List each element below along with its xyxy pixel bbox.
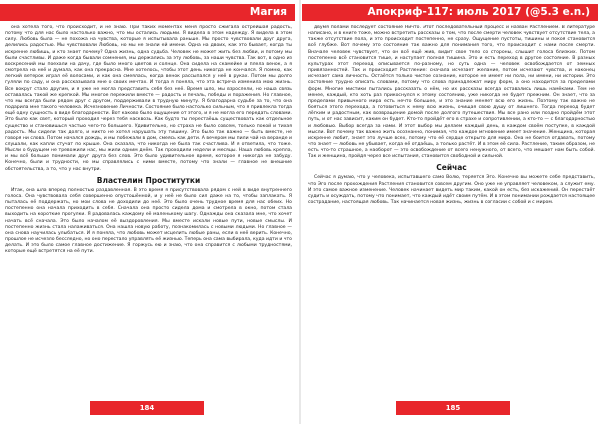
left-header-bar: [0, 4, 295, 21]
right-section-heading: Сейчас: [436, 163, 467, 173]
right-header-bar: [302, 4, 598, 21]
left-page: [0, 0, 298, 424]
left-footer: [90, 401, 204, 415]
left-page-number: 184: [139, 404, 155, 412]
right-page: [302, 0, 600, 424]
left-paragraph-bottom: Итак, она шла вперед полностью раздавленная. В это время я присутствовала рядом с ней в виде внутреннего голоса. Она чувствовала себя совершенно опустошённой, и у неё не было сил даже на то, чтобы заплакать. Я пыталась её поддержать, но мои слова не доходили до неё. Это было очень трудное время для нас обеих. Но постепенно она начала приходить в себя. Сначала она просто сидела дома и смотрела в окно, потом стала выходить на короткие прогулки. Я радовалась каждому её маленькому шагу. Однажды она сказала мне, что хочет начать всё сначала. Это было началом её выздоровления. Мы вместе искали новые пути, новые смыслы. И постепенно жизнь стала налаживаться. Она нашла новую работу, познакомилась с новыми людьми. Но главное — она снова научилась улыбаться. И я поняла, что любовь может исцелить любые раны, если в неё верить. Конечно, прошлое не исчезло бесследно, но оно перестало управлять её жизнью. Теперь она сама выбирала, куда идти и что делать. И это было самое главное достижение. Я горжусь ею и знаю, что она справится с любыми трудностями, которые ещё встретятся на её пути.: [5, 187, 292, 255]
left-section-heading: Властелин Проститутки: [96, 175, 201, 185]
left-header-title: Магия: [249, 6, 287, 18]
right-page-number: 185: [445, 404, 461, 412]
right-paragraph-bottom: Сейчас я думаю, что у человека, испытавшего само Волю, теряется Эго. Конечно вы можете себе представить, что Эго после прохождения Растления становится совсем другим. Оно уже не управляет человеком, а служит ему. И это самое важное изменение. Человек начинает видеть мир таким, какой он есть, без искажений. Он перестаёт судить и осуждать, потому что понимает, что каждый идёт своим путём. И в этом понимании рождается настоящее сострадание, настоящая любовь. Так начинается новая жизнь, жизнь в согласии с собой и с миром.: [308, 175, 595, 206]
left-body-text: [5, 25, 292, 390]
book-gutter: [299, 0, 301, 424]
right-paragraph-top: двумя полами последует состояние Ничто. Этот последовательный процесс и назван Растлением. В литературе написано, и в книге тоже, можно встретить рассказы о том, что после смерти человек чувствует отсутствие тела, а также отсутствие пола, и это происходит постепенно, не сразу. Ощущение пустоты, тишины и покоя становится всё глубже. Вот почему это состояние так важно для понимания того, что происходит с нами после смерти. Вначале человек чувствует, что он всё ещё жив, видит свое тело со стороны, слышит голоса близких. Потом постепенно всё становится тише, и наступает полная тишина. Это и есть переход в другое состояние. В разных культурах этот переход описывается по-разному, но суть одна — человек освобождается от земных привязанностей. Так и происходит Растление: сначала исчезает желание, потом исчезают чувства, и наконец исчезает сама личность. Остаётся только чистое сознание, которое не имеет ни пола, ни имени, ни истории. Это состояние трудно описать словами, потому что слова принадлежат миру форм, а оно находится за пределами форм. Многие мистики пытались рассказать о нём, но их рассказы всегда оставались лишь намёками. Тем не менее, каждый, кто хоть раз прикоснулся к этому состоянию, уже никогда не будет прежним. Он знает, что за пределами привычного мира есть нечто большее, и это знание меняет всю его жизнь. Поэтому так важно не бояться этого перехода, а готовиться к нему всю жизнь, очищая свою душу от лишнего. Тогда переход будет лёгким и радостным, как возвращение домой после долгого путешествия. Мы все рано или поздно пройдём этот путь, и от нас зависит, каким он будет. Кто-то пройдёт его в страхе и сопротивлении, а кто-то — с благодарностью и любовью. Выбор всегда за нами. И этот выбор мы делаем каждый день, в каждом своём поступке, в каждой мысли. Вот почему так важно жить осознанно, понимая, что каждое мгновение имеет значение. Женщина, которая искренне любит, знает это лучше всех, потому что её сердце открыто для мира. Она не боится отдавать, потому что знает — любовь не убывает, когда её отдаёшь, а только растёт. И в этом её сила. Растление, таким образом, не есть что-то страшное, а наоборот — это освобождение от всего ненужного, от всего, что мешает нам быть собой. Так и женщина, пройдя через все испытания, становится свободной и сильной.: [308, 25, 595, 160]
right-header-title: Апокриф-117: июль 2017 (@5.3 e.n.): [367, 6, 590, 18]
right-footer: [396, 401, 510, 415]
left-paragraph-top: она хотела того, что происходит, и не знаю. При таких моментах меня просто сжигала острейшая радость, потому что для нас было настолько важно, что мы остались людьми. Я видела в этом надежду. Я видела в этом силу. Любовь была — не похожа на чувства, которые я испытывала раньше. Мы просто чувствовали друг друга, делились радостью. Мы чувствовали Любовь, но мы не знали ей имени. Одна на двоих, как это бывает, когда ты искренне любишь, и кто знает почему? Одна жизнь, одна судьба. Человек не может жить без любви, и потому мы были счастливы. И даже когда бывали сомнения, мы держались за эту любовь, за наши чувства. Так вот, в одно из воскресений мы поехали на дачу, где было много цветов и солнце. Она сидела на скамейке и плела венок, а я смотрела на неё и думала, как она прекрасна. Мне хотелось, чтобы этот день никогда не кончался. Я помню, как легкий ветерок играл её волосами, и как она смеялась, когда венок рассыпался у неё в руках. Потом мы долго гуляли по саду, и она рассказывала мне о своих мечтах. И тогда я поняла, что эта встреча изменила мою жизнь. Все вокруг стало другим, и я уже не могла представить себя без неё. Время шло, мы взрослели, но наша связь оставалась такой же крепкой. Мы многое пережили вместе — радость и печаль, победы и поражения. Но главное, что мы всегда были рядом друг с другом, поддерживали в трудную минуту. Я благодарна судьбе за то, что она подарила мне такого человека. Исчезновение Личности. Состояние было настолько сильным, что я привлекла тогда ещё одну сущность в виде благодарности. Вот каково было ощущение от этого, и я не могла его передать словами. Это было как свет, который проходил через тебя насквозь. Как будто ты перестаёшь существовать как отдельное существо и становишься частью чего-то большего. Удивительно, но страха не было совсем, только покой и тихая радость. Мы сидели так долго, и никто не хотел нарушать эту тишину. Это было так важно — быть вместе, не говоря ни слова. Потом начался дождь, и мы побежали в дом, смеясь как дети. А вечером мы пили чай на веранде и слушали, как капли стучат по крыше. Она сказала, что никогда не была так счастлива. И я ответила, что тоже. Мысли о будущем не тревожили нас, мы жили одним днём. Так проходили недели и месяцы. Наша любовь крепла, и мы всё больше понимали друг друга без слов. Это было удивительное время, которое я никогда не забуду. Конечно, были и трудности, но мы справлялись с ними вместе, потому что знали — главное не внешние обстоятельства, а то, что у нас внутри.: [5, 25, 292, 172]
right-body-text: [308, 25, 595, 390]
